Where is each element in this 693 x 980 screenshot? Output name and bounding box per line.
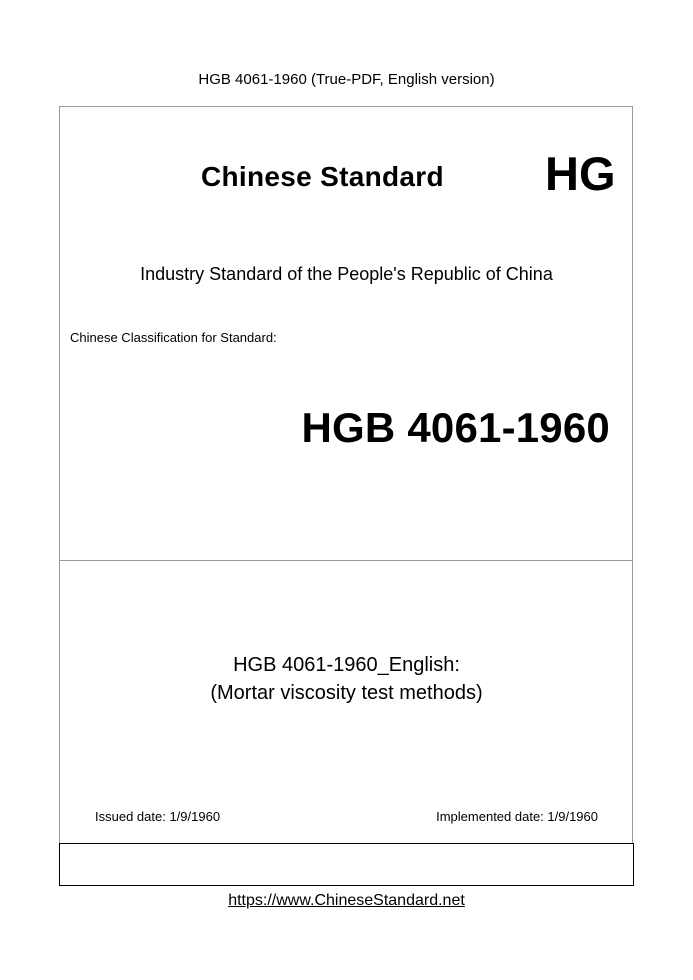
document-header-title: HGB 4061-1960 (True-PDF, English version) bbox=[198, 71, 495, 88]
cover-bottom-panel bbox=[59, 843, 634, 886]
chinese-standard-heading: Chinese Standard bbox=[201, 161, 444, 192]
issued-date: Issued date: 1/9/1960 bbox=[95, 809, 221, 824]
english-title-line1: HGB 4061-1960_English: bbox=[233, 654, 460, 676]
english-title-line2: (Mortar viscosity test methods) bbox=[210, 682, 483, 704]
standard-category-mark: HG bbox=[545, 147, 616, 200]
english-title-block bbox=[0, 651, 693, 707]
implemented-date: Implemented date: 1/9/1960 bbox=[436, 809, 598, 824]
footer-link-container bbox=[0, 892, 693, 910]
standard-number: HGB 4061-1960 bbox=[301, 404, 610, 451]
website-link[interactable]: https://www.ChineseStandard.net bbox=[228, 892, 465, 909]
industry-standard-line: Industry Standard of the People's Republic of China bbox=[140, 264, 553, 284]
classification-label: Chinese Classification for Standard: bbox=[70, 330, 277, 345]
